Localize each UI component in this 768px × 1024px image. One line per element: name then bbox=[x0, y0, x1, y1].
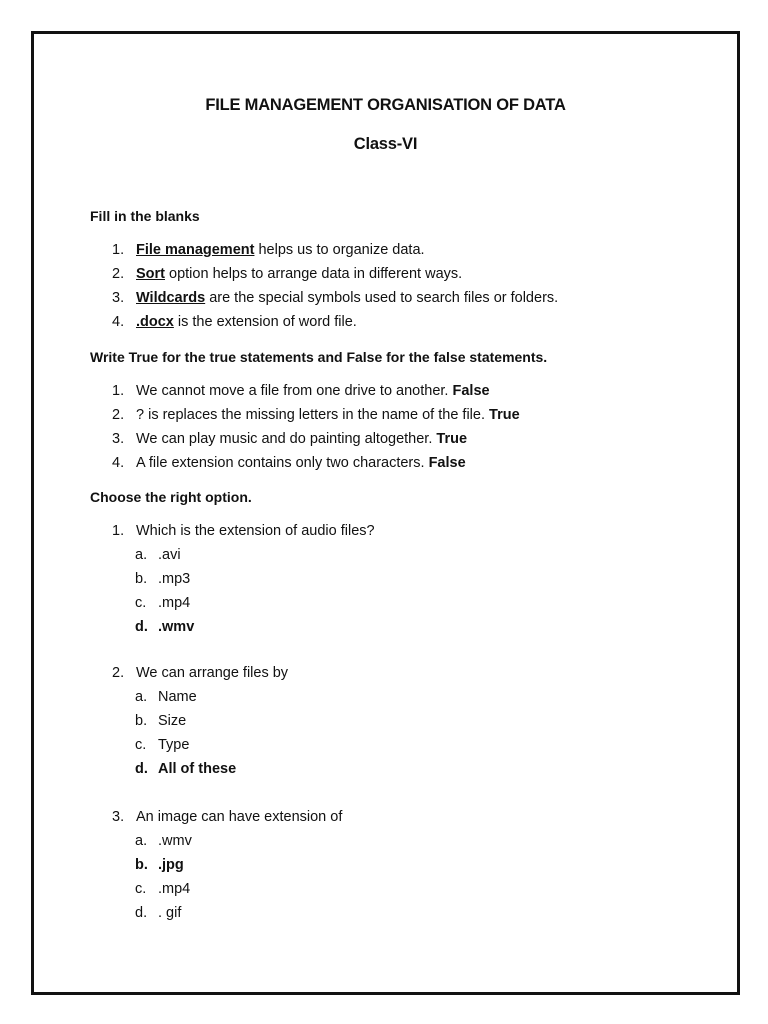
option-text: Type bbox=[158, 737, 190, 753]
mcq-option bbox=[135, 881, 190, 897]
mcq-option bbox=[135, 689, 197, 705]
statement-answer: True bbox=[489, 407, 520, 423]
option-letter: d. bbox=[135, 761, 148, 777]
option-letter: a. bbox=[135, 547, 148, 563]
true-false-item bbox=[112, 407, 520, 423]
option-letter: b. bbox=[135, 857, 148, 873]
item-number: 3. bbox=[112, 431, 125, 447]
mcq-option bbox=[135, 737, 189, 753]
statement-answer: False bbox=[428, 455, 466, 471]
question-number: 2. bbox=[112, 665, 125, 681]
mcq-option bbox=[135, 713, 186, 729]
question-number: 3. bbox=[112, 809, 125, 825]
mcq-option-correct bbox=[135, 857, 184, 873]
fill-blank-item bbox=[112, 290, 558, 306]
item-number: 1. bbox=[112, 383, 125, 399]
blank-answer: File management bbox=[136, 242, 255, 258]
option-letter: a. bbox=[135, 689, 148, 705]
item-text: helps us to organize data. bbox=[254, 242, 425, 258]
item-number: 4. bbox=[112, 455, 125, 471]
statement-text: We can play music and do painting altogether. bbox=[136, 431, 437, 447]
option-text: .avi bbox=[158, 547, 181, 563]
statement-text: We cannot move a file from one drive to another. bbox=[136, 383, 453, 399]
fill-blank-item bbox=[112, 266, 462, 282]
item-number: 1. bbox=[112, 242, 125, 258]
mcq-option bbox=[135, 571, 190, 587]
item-number: 2. bbox=[112, 266, 125, 282]
mcq-question bbox=[112, 523, 375, 539]
mcq-option bbox=[135, 833, 192, 849]
question-number: 1. bbox=[112, 523, 125, 539]
class-label: Class-VI bbox=[353, 135, 418, 153]
statement-text: A file extension contains only two characters. bbox=[136, 455, 429, 471]
option-letter: c. bbox=[135, 737, 147, 753]
option-text: .wmv bbox=[158, 833, 192, 849]
fill-blank-item bbox=[112, 242, 425, 258]
option-letter: c. bbox=[135, 881, 147, 897]
mcq-option bbox=[135, 905, 181, 921]
mcq-question bbox=[112, 665, 288, 681]
item-number: 3. bbox=[112, 290, 125, 306]
option-text: Name bbox=[158, 689, 197, 705]
option-letter: a. bbox=[135, 833, 148, 849]
item-text: is the extension of word file. bbox=[173, 314, 357, 330]
blank-answer: .docx bbox=[136, 314, 174, 330]
mcq-option bbox=[135, 595, 190, 611]
option-letter: b. bbox=[135, 571, 148, 587]
item-number: 4. bbox=[112, 314, 125, 330]
statement-answer: False bbox=[452, 383, 490, 399]
option-text: Size bbox=[158, 713, 187, 729]
item-number: 2. bbox=[112, 407, 125, 423]
statement-text: ? is replaces the missing letters in the name of the file. bbox=[136, 407, 490, 423]
option-letter: b. bbox=[135, 713, 148, 729]
document-title: FILE MANAGEMENT ORGANISATION OF DATA bbox=[205, 96, 566, 114]
mcq-option bbox=[135, 547, 181, 563]
question-text: Which is the extension of audio files? bbox=[136, 523, 375, 539]
fill-blanks-heading: Fill in the blanks bbox=[90, 208, 200, 224]
statement-answer: True bbox=[436, 431, 468, 447]
option-letter: d. bbox=[135, 905, 148, 921]
option-text: .wmv bbox=[158, 619, 195, 635]
mcq-option-correct bbox=[135, 619, 194, 635]
blank-answer: Wildcards bbox=[136, 290, 206, 306]
option-text: .mp3 bbox=[158, 571, 191, 587]
mcq-option-correct bbox=[135, 761, 236, 777]
item-text: are the special symbols used to search files or folders. bbox=[205, 290, 559, 306]
option-text: All of these bbox=[158, 761, 237, 777]
question-text: We can arrange files by bbox=[136, 665, 289, 681]
option-letter: d. bbox=[135, 619, 148, 635]
true-false-heading: Write True for the true statements and False for the false statements. bbox=[90, 349, 548, 365]
mcq-heading: Choose the right option. bbox=[90, 489, 252, 505]
option-text: .jpg bbox=[158, 857, 184, 873]
blank-answer: Sort bbox=[136, 266, 165, 282]
question-text: An image can have extension of bbox=[136, 809, 343, 825]
option-text: .mp4 bbox=[158, 881, 191, 897]
option-text: .mp4 bbox=[158, 595, 191, 611]
option-text: . gif bbox=[158, 905, 182, 921]
true-false-item bbox=[112, 383, 490, 399]
true-false-item bbox=[112, 431, 467, 447]
item-text: option helps to arrange data in different ways. bbox=[165, 266, 463, 282]
fill-blank-item bbox=[112, 314, 357, 330]
page-border bbox=[31, 31, 740, 995]
option-letter: c. bbox=[135, 595, 147, 611]
mcq-question bbox=[112, 809, 342, 825]
true-false-item bbox=[112, 455, 466, 471]
